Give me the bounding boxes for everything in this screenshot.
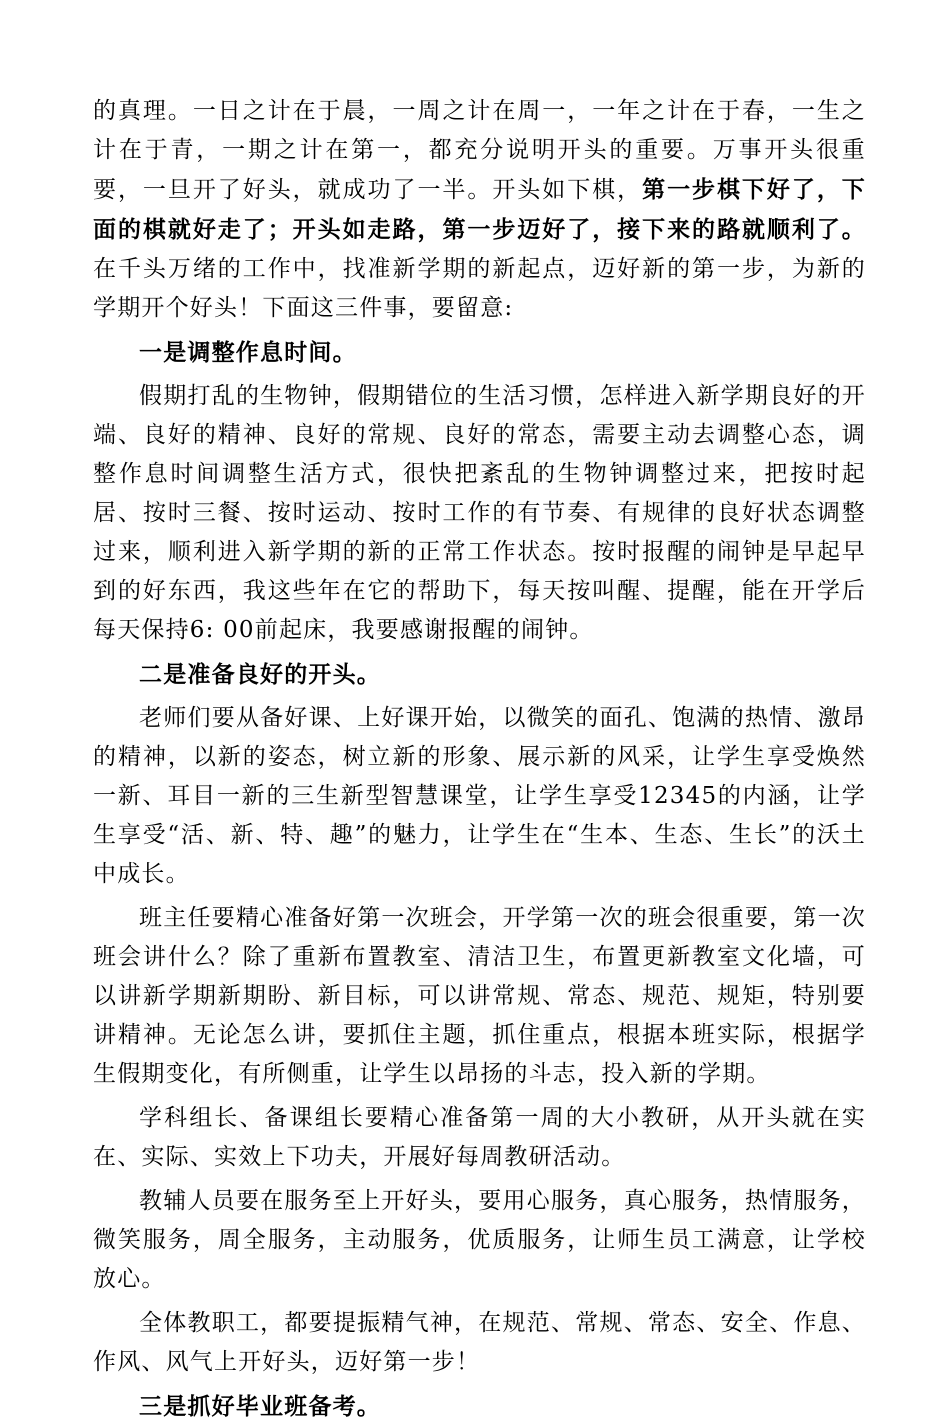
intro-bold-text: 第一步棋下好了，下面的棋就好走了；开头如走路，第一步迈好了，接下来的路就顺利了。 [93,176,866,243]
section-2-paragraph-5: 全体教职工，都要提振精气神，在规范、常规、常态、安全、作息、作风、风气上开好头，迈好第一步！ [93,1310,866,1375]
section-1-heading: 一是调整作息时间。 [139,339,357,366]
section-1-paragraph-1: 假期打乱的生物钟，假期错位的生活习惯，怎样进入新学期良好的开端、良好的精神、良好的常规、良好的常态，需要主动去调整心态，调整作息时间调整生活方式，很快把紊乱的生物钟调整过来，把按时起居、按时三餐、按时运动、按时工作的有节奏、有规律的良好状态调整过来，顺利进入新学期的新的正常工作状态。按时报醒的闹钟是早起早到的好东西，我这些年在它的帮助下，每天按叫醒、提醒，能在开学后每天保持6: 00前起床，我要感谢报醒的闹钟。 [93,383,866,643]
document-page [93,92,866,1426]
section-3-heading: 三是抓好毕业班备考。 [139,1393,381,1420]
intro-text-2: 在千头万绪的工作中，找准新学期的新起点，迈好新的第一步，为新的学期开个好头！下面这三件事，要留意: [93,256,866,321]
section-2-heading: 二是准备良好的开头。 [139,661,381,688]
section-2-paragraph-3: 学科组长、备课组长要精心准备第一周的大小教研，从开头就在实在、实际、实效上下功夫，开展好每周教研活动。 [93,1105,866,1170]
section-2-paragraph-2: 班主任要精心准备好第一次班会，开学第一次的班会很重要，第一次班会讲什么？除了重新布置教室、清洁卫生，布置更新教室文化墙，可以讲新学期新期盼、新目标，可以讲常规、常态、规范、规矩，特别要讲精神。无论怎么讲，要抓住主题，抓住重点，根据本班实际，根据学生假期变化，有所侧重，让学生以昂扬的斗志，投入新的学期。 [93,905,866,1087]
intro-paragraph [93,92,866,328]
intro-text-1: 的真理。一日之计在于晨，一周之计在周一，一年之计在于春，一生之计在于青，一期之计在第一，都充分说明开头的重要。万事开头很重要，一旦开了好头，就成功了一半。开头如下棋， [93,98,866,203]
section-2-paragraph-1: 老师们要从备好课、上好课开始，以微笑的面孔、饱满的热情、激昂的精神，以新的姿态，树立新的形象、展示新的风采，让学生享受焕然一新、耳目一新的三生新型智慧课堂，让学生享受12345的内涵，让学生享受“活、新、特、趣”的魅力，让学生在“生本、生态、生长”的沃土中成长。 [93,705,866,887]
section-2-paragraph-4: 教辅人员要在服务至上开好头，要用心服务，真心服务，热情服务，微笑服务，周全服务，主动服务，优质服务，让师生员工满意，让学校放心。 [93,1188,866,1292]
